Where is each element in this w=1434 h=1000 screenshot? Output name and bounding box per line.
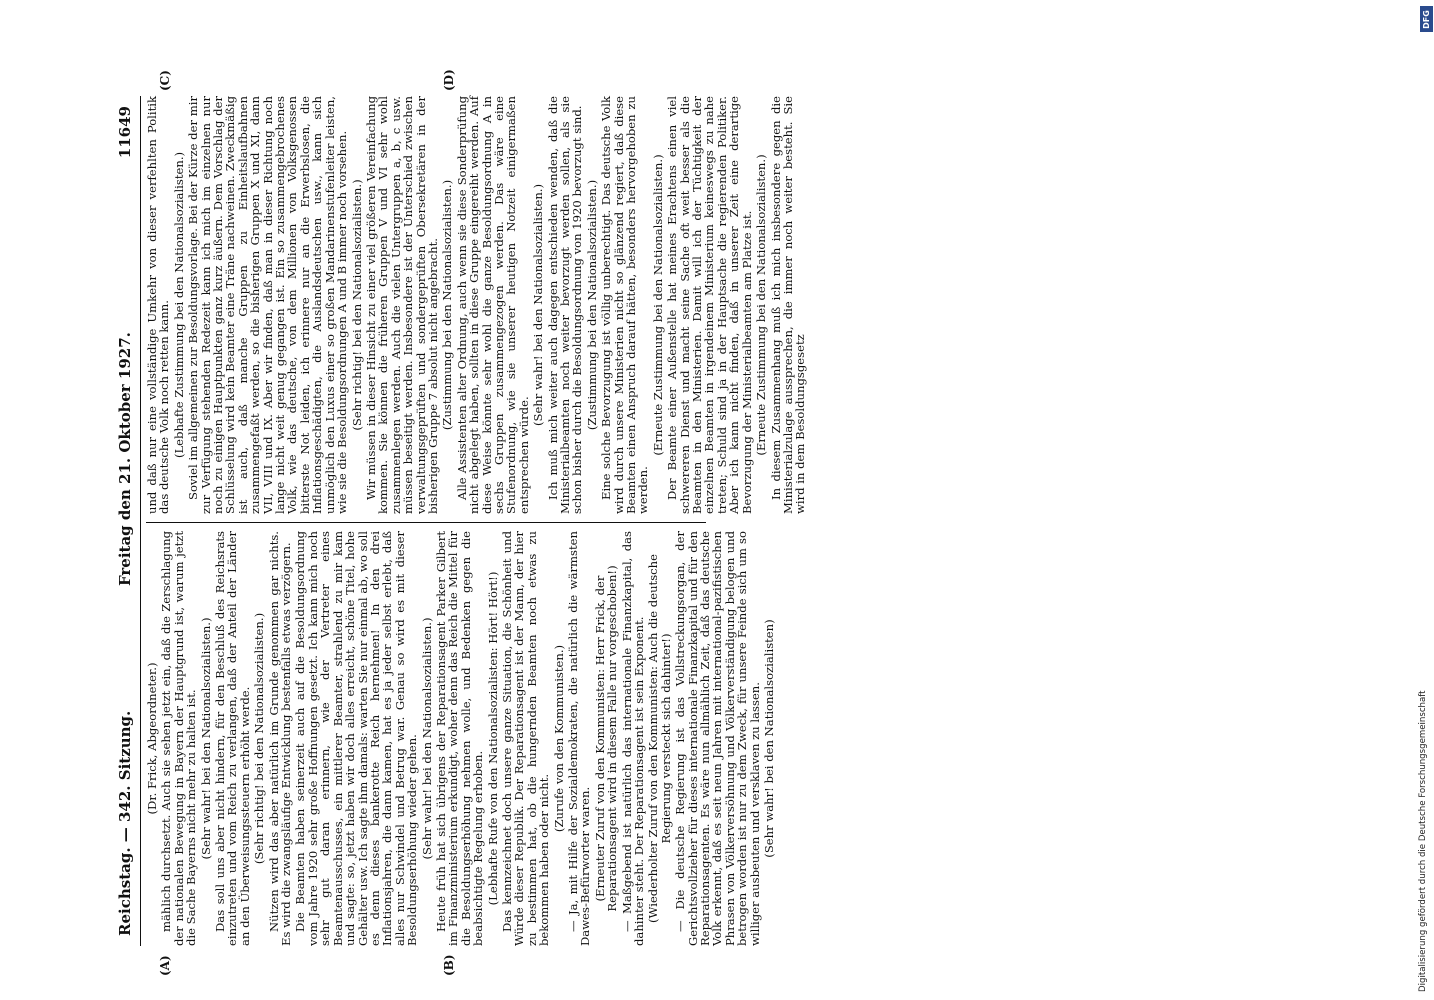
paragraph: (Lebhafte Zustimmung bei den Nationalsozialisten.) bbox=[171, 151, 186, 459]
column-right bbox=[145, 96, 808, 514]
paragraph: Der Beamte einer Außenstelle hat meines Erachtens einen viel schwereren Dienst und macht seine Sache oft weit besser als die Beamten in den Ministerien. Damit will ich der Tüchtigkeit der einzelnen Beamten in irgendeinem Ministerium keineswegs zu nahe treten; Schuld sind ja in der Hauptsache die regierenden Politiker. Aber ich kann nicht finden, daß in unserer Zeit eine derartige Bevorzugung der Ministerialbeamten am Platze ist. bbox=[665, 96, 754, 514]
page-number: 11649 bbox=[116, 106, 134, 159]
paragraph: (Erneuter Zuruf von den Kommunisten: Herr Frick, der Reparationsagent wird in diesem Falle nur vorgeschoben!) bbox=[592, 565, 620, 912]
margin-letter-c: (C) bbox=[158, 70, 172, 91]
paragraph: Wir müssen in dieser Hinsicht zu einer viel größeren Vereinfachung kommen. Sie können die früheren Gruppen V und VI sehr wohl zusammenlegen werden. Auch die vielen Untergruppen a, b, c usw. müssen beseitigt werden. Insbesondere ist der Unterschied zwischen verwaltungsgeprüften und sondergeprüften Obersekretären in der bisherigen Gruppe 7 absolut nicht angebracht. bbox=[363, 96, 440, 514]
paragraph: Heute früh hat sich übrigens der Reparationsagent Parker Gilbert im Finanzministerium erkundigt, woher denn das Reich die Mittel für die Besoldungserhöhung nehmen wolle, und Bedenken gegen die beabsichtigte Regelung erhoben. bbox=[433, 531, 486, 946]
paragraph: Nützen wird das aber natürlich im Grunde genommen gar nichts. Es wird die zwangsläufige Entwicklung bestenfalls etwas verzögern. bbox=[266, 531, 294, 946]
paragraph: Das kennzeichnet doch unsere ganze Situation, die Schönheit und Würde dieser Republik. Der Reparationsagent ist der Mann, der hier zu bestimmen hat, ob die hungernden Beamten noch etwas zu bekommen haben oder nicht. bbox=[499, 531, 552, 946]
paragraph: (Wiederholter Zuruf von den Kommunisten: Auch die deutsche Regierung versteckt sich dahinter!) bbox=[646, 554, 673, 923]
paragraph: Ich muß mich weiter auch dagegen entschieden wenden, daß die Ministerialbeamten noch weiter bevorzugt werden sollen, als sie schon bisher durch die Besoldungsordnung von 1920 bevorzugt sind. bbox=[545, 96, 585, 514]
page-header bbox=[112, 96, 140, 946]
margin-letter-d: (D) bbox=[442, 69, 456, 91]
paragraph: Alle Assistenten alter Ordnung, auch wenn sie diese Sonderprüfung nicht abgelegt haben, sollten in diese Gruppe eingereiht werden. Auf diese Weise könnte sehr wohl die ganze Besoldungsordnung A in sechs Gruppen zusammengezogen werden. Das wäre eine Stufenordnung, wie sie unserer heutigen Notzeit einigermaßen entsprechen würde. bbox=[454, 96, 531, 514]
paragraph: (Zustimmung bei den Nationalsozialisten.) bbox=[440, 179, 455, 431]
paragraph: (Lebhafte Rufe von den Nationalsozialisten: Hört! Hört!) bbox=[485, 571, 500, 906]
rotated-page bbox=[112, 69, 1362, 976]
paragraph: (Sehr wahr! bei den Nationalsozialisten.) bbox=[198, 617, 213, 860]
paragraph: Eine solche Bevorzugung ist völlig unberechtigt. Das deutsche Volk wird durch unsere Ministerien nicht so glänzend regiert, daß diese Beamten einen Anspruch darauf hätten, besonders hervorgehoben zu werden. bbox=[599, 96, 651, 514]
column-divider bbox=[146, 522, 706, 523]
header-date: Freitag den 21. Oktober 1927. bbox=[116, 332, 134, 586]
paragraph: — Die deutsche Regierung ist das Vollstreckungsorgan, der Gerichtsvollzieher für dieses internationale Finanzkapital und für den Reparationsagenten. Es wäre nun allmählich Zeit, daß das deutsche Volk erkennt, daß es seit neun Jahren mit international-pazifistischen Phrasen von Völkerversöhnung und Völkerverständigung belogen und betrogen worden ist nur zu dem Zweck, für unsere Feinde sich um so williger ausbeuten und versklaven zu lassen. bbox=[673, 531, 762, 946]
header-rule bbox=[140, 96, 141, 946]
paragraph: (Sehr richtig! bei den Nationalsozialisten.) bbox=[349, 179, 364, 431]
paragraph: und daß nur eine vollständige Umkehr von dieser verfehlten Politik das deutsche Volk noch retten kann. bbox=[145, 96, 172, 514]
margin-letter-a: (A) bbox=[158, 955, 172, 976]
paragraph: Soviel im allgemeinen zur Besoldungsvorlage. Bei der Kürze der mir zur Verfügung stehenden Redezeit kann ich mich im einzelnen nur noch zu einigen Hauptpunkten ganz kurz äußern. Dem Vorschlag der Schlüsselung wird kein Beamter eine Träne nachweinen. Zweckmäßig ist auch, daß manche Gruppen zu Einheitslaufbahnen zusammengefaßt werden, so die bisherigen Gruppen X und XI, dann VII, VIII und IX. Aber wir finden, daß man in dieser Richtung noch lange nicht weit genug gegangen ist. Ein so zusammengebrochenes Volk, wie das deutsche, von dem Millionen von Volksgenossen bitterste Not leiden, ich erinnere nur an die Erwerbslosen, die Inflationsgeschädigten, die Auslandsdeutschen usw., kann sich unmöglich den Luxus einer so großen Mandarinenstufenleiter leisten, wie sie die Besoldungsordnungen A und B immer noch vorsehen. bbox=[186, 96, 350, 514]
paragraph: (Erneute Zustimmung bei den Nationalsozialisten.) bbox=[650, 154, 665, 456]
paragraph: mählich durchsetzt. Auch sie sehen jetzt ein, daß die Zerschlagung der nationalen Bewegung in Bayern der Hauptgrund ist, warum jetzt die Sache Bayerns nicht mehr zu halten ist. bbox=[159, 531, 199, 946]
dfg-logo-text: DFG bbox=[1422, 9, 1432, 29]
header-left: Reichstag. — 342. Sitzung. bbox=[116, 710, 134, 936]
paragraph: (Erneute Zustimmung bei den Nationalsozialisten.) bbox=[754, 154, 769, 456]
paragraph: (Sehr wahr! bei den Nationalsozialisten.) bbox=[531, 183, 546, 427]
paragraph: Das soll uns aber nicht hindern, für den Beschluß des Reichsrats einzutreten und vom Reich zu verlangen, daß der Anteil der Länder an den Überweisungssteuern erhöht werde. bbox=[213, 531, 252, 946]
paragraph: — Ja, mit Hilfe der Sozialdemokraten, die natürlich die wärmsten Dawes-Befürworter waren. bbox=[566, 531, 593, 946]
digitization-credit: Digitalisierung gefördert durch die Deutsche Forschungsgemeinschaft bbox=[1418, 690, 1428, 992]
paragraph: (Sehr wahr! bei den Nationalsozialisten) bbox=[762, 619, 777, 858]
margin-letter-b: (B) bbox=[442, 954, 456, 976]
paragraph: (Sehr wahr! bei den Nationalsozialisten.) bbox=[419, 617, 434, 860]
paragraph: (Zustimmung bei den Nationalsozialisten.) bbox=[584, 179, 599, 431]
column-left bbox=[145, 531, 777, 946]
dfg-logo bbox=[1420, 6, 1433, 32]
paragraph: — Maßgebend ist natürlich das internationale Finanzkapital, das dahinter steht. Der Reparationsagent ist sein Exponent. bbox=[619, 531, 647, 946]
paragraph: (Sehr richtig! bei den Nationalsozialisten.) bbox=[252, 612, 267, 865]
paragraph: (Zurufe von den Kommunisten.) bbox=[551, 644, 566, 833]
paragraph: In diesem Zusammenhang muß ich mich insbesondere gegen die Ministerialzulage aussprechen, die immer noch weiter besteht. Sie wird in dem Besoldungsgesetz bbox=[768, 96, 808, 514]
paragraph: (Dr. Frick, Abgeordneter.) bbox=[145, 662, 159, 815]
paragraph: Die Beamten haben seinerzeit auch auf die Besoldungsordnung vom Jahre 1920 sehr große Hoffnungen gesetzt. Ich kann mich noch sehr gut daran erinnern, wie der Vertreter eines Beamtenausschusses, ein mittlerer Beamter, strahlend zu mir kam und sagte: so, jetzt haben wir doch alles erreicht, schöne Titel, hohe Gehälter usw. Ich sagte ihm damals: warten Sie nur einmal ab, wo soll es denn dieses bankerotte Reich hernehmen! In den drei Inflationsjahren, die dann kamen, hat es ja jeder selbst erlebt, daß alles nur Schwindel und Betrug war. Genau so wird es mit dieser Besoldungserhöhung wieder gehen. bbox=[293, 531, 420, 946]
